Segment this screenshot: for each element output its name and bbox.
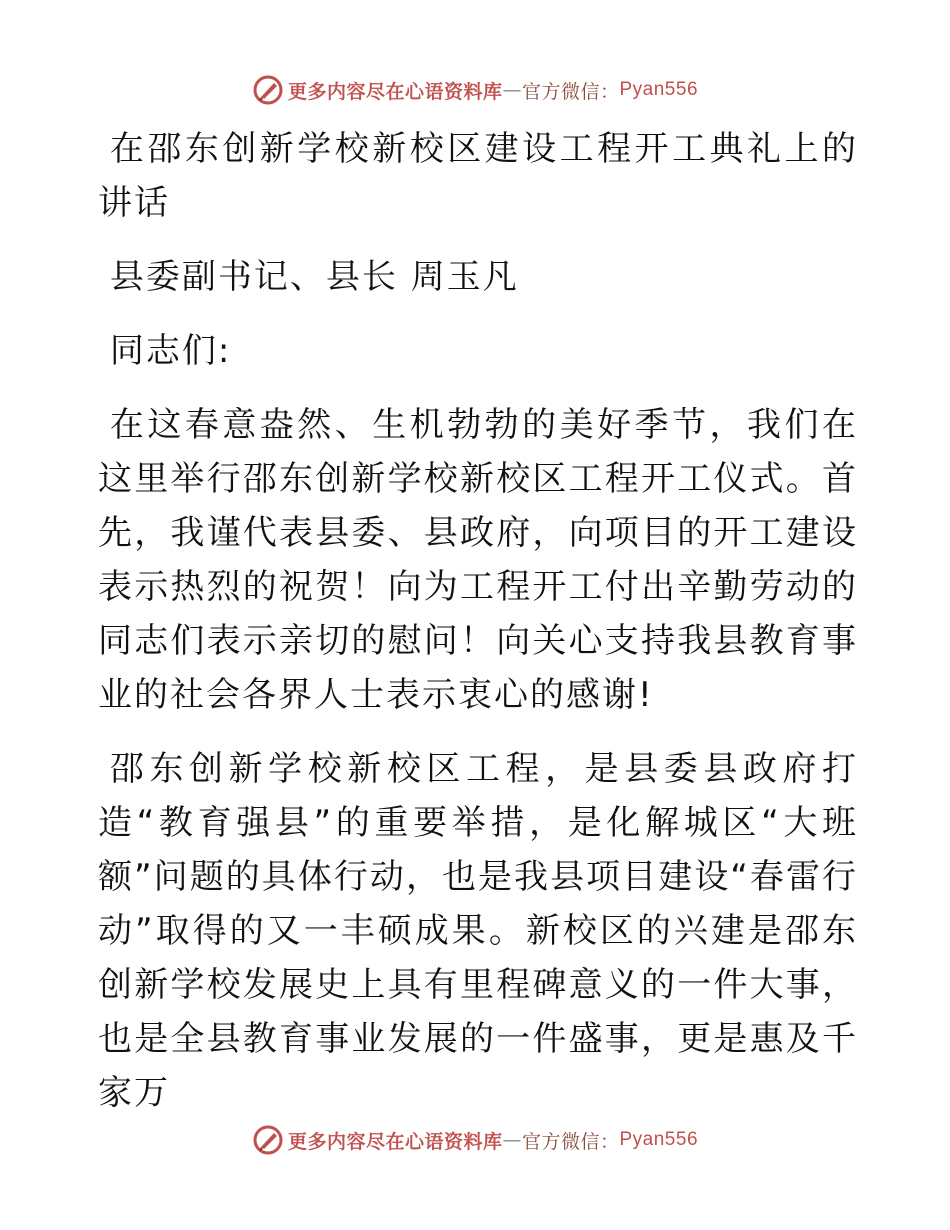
banner-wechat-id: Pyan556: [619, 79, 699, 100]
banner-wechat-label: 官方微信：: [521, 80, 620, 103]
banner-separator: —: [502, 1129, 522, 1151]
banner-main-text: 更多内容尽在心语资料库: [287, 1130, 503, 1153]
paragraph: 邵东创新学校新校区工程，是县委县政府打造“教育强县”的重要举措，是化解城区“大班额”问题的具体行动，也是我县项目建设“春雷行动”取得的又一丰硕成果。新校区的兴建是邵东创新学校发展史上具有里程碑意义的一件大事，也是全县教育事业发展的一件盛事，更是惠及千家万: [98, 749, 858, 1113]
banner-separator: —: [502, 79, 522, 101]
document-title: 在邵东创新学校新校区建设工程开工典礼上的讲话: [98, 129, 858, 223]
banner-wechat-label: 官方微信：: [521, 1130, 620, 1153]
header-banner: [0, 72, 950, 108]
footer-banner: [0, 1122, 950, 1158]
document-body: [98, 122, 858, 1120]
quill-pen-logo-icon: [252, 1124, 284, 1156]
document-author: 县委副书记、县长 周玉凡: [109, 257, 519, 297]
document-greeting: 同志们:: [109, 331, 232, 371]
paragraph: 在这春意盎然、生机勃勃的美好季节，我们在这里举行邵东创新学校新校区工程开工仪式。首先，我谨代表县委、县政府，向项目的开工建设表示热烈的祝贺！向为工程开工付出辛勤劳动的同志们表示亲切的慰问！向关心支持我县教育事业的社会各界人士表示衷心的感谢!: [98, 405, 858, 715]
banner-main-text: 更多内容尽在心语资料库: [287, 80, 503, 103]
banner-wechat-id: Pyan556: [619, 1129, 699, 1150]
quill-pen-logo-icon: [252, 74, 284, 106]
